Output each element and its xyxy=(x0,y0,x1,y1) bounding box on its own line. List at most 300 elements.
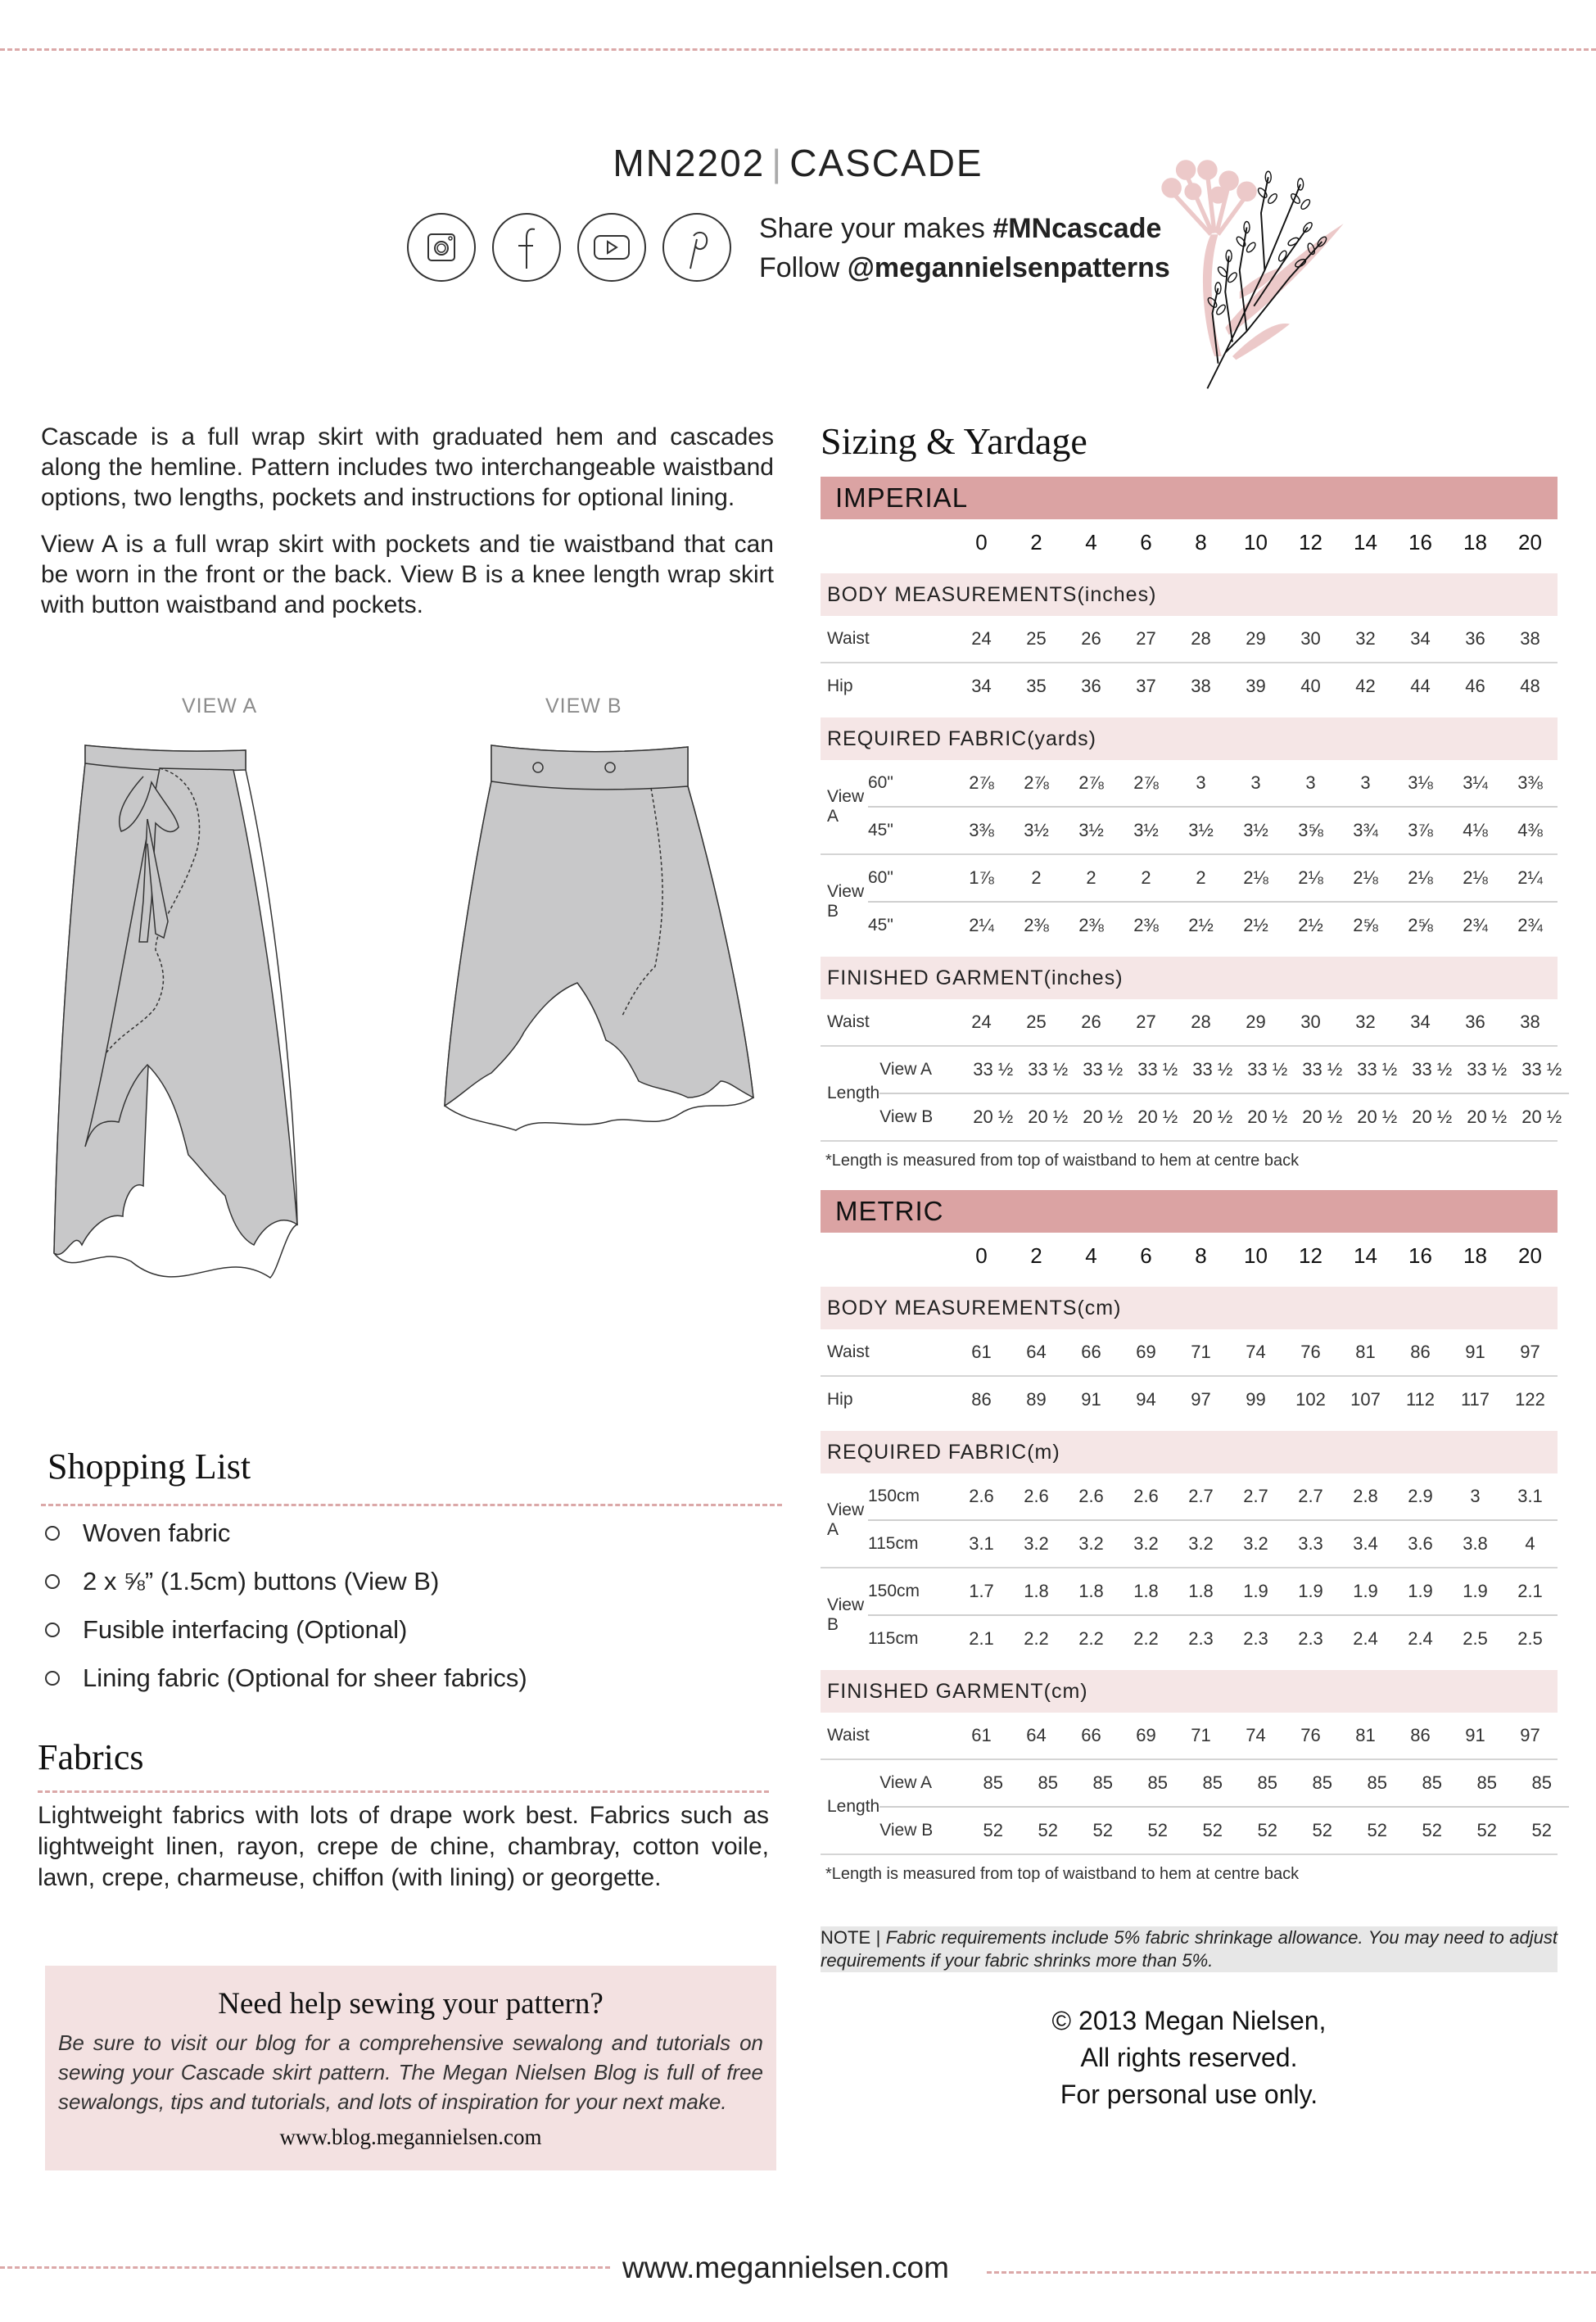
table-cell: 33 ½ xyxy=(1521,1059,1562,1080)
view-b-skirt-drawing xyxy=(445,745,753,1130)
table-cell: 52 xyxy=(1476,1820,1497,1840)
table-cell: 3.4 xyxy=(1353,1533,1378,1554)
table-cell: 2.6 xyxy=(1133,1486,1159,1506)
row-label: Waist xyxy=(827,1012,870,1031)
table-cell: 20 ½ xyxy=(1247,1107,1288,1127)
table-cell: 3.3 xyxy=(1298,1533,1323,1554)
table-cell: 36 xyxy=(1465,628,1485,649)
finished-garment-header xyxy=(821,1670,1558,1713)
table-cell: 2.5 xyxy=(1517,1628,1543,1649)
table-cell: 85 xyxy=(1531,1772,1552,1793)
table-cell: 32 xyxy=(1355,1012,1376,1032)
section-unit: (yards) xyxy=(1027,726,1096,750)
table-cell: 2.6 xyxy=(1024,1486,1049,1506)
imperial-table xyxy=(821,477,1562,1170)
skirt-technical-drawings xyxy=(33,737,786,1327)
table-cell: 97 xyxy=(1520,1342,1540,1362)
table-cell: 33 ½ xyxy=(1302,1059,1343,1080)
list-item xyxy=(45,1605,527,1654)
table-cell: 2.6 xyxy=(1078,1486,1104,1506)
table-cell: 99 xyxy=(1246,1389,1266,1410)
table-cell: 28 xyxy=(1191,628,1211,649)
table-cell: 8 xyxy=(1195,1242,1207,1268)
pattern-code: MN2202 xyxy=(613,142,766,184)
table-cell: 86 xyxy=(1410,1725,1431,1745)
table-cell: 1.9 xyxy=(1408,1581,1433,1601)
table-cell: 2.1 xyxy=(969,1628,994,1649)
fabric-width-label: 115cm xyxy=(868,1629,919,1648)
table-cell: 74 xyxy=(1246,1725,1266,1745)
table-cell: 20 ½ xyxy=(1302,1107,1343,1127)
shopping-list-title: Shopping List xyxy=(47,1446,251,1487)
table-cell: 52 xyxy=(1531,1820,1552,1840)
copyright-line: © 2013 Megan Nielsen, xyxy=(1051,2006,1327,2035)
follow-prefix: Follow xyxy=(759,252,848,283)
view-label: View B xyxy=(879,1821,934,1840)
table-cell: 2.2 xyxy=(1024,1628,1049,1649)
title-separator: | xyxy=(771,142,784,184)
table-cell: 97 xyxy=(1191,1389,1211,1410)
table-cell: 2⅜ xyxy=(1078,915,1104,935)
list-item-text: 2 x ⅝” (1.5cm) buttons (View B) xyxy=(83,1567,440,1596)
fabric-width-label: 60" xyxy=(868,868,893,887)
table-cell: 2.3 xyxy=(1298,1628,1323,1649)
table-cell: 30 xyxy=(1300,1012,1321,1032)
pattern-name: CASCADE xyxy=(789,142,983,184)
group-label: Length xyxy=(827,1084,880,1102)
table-cell: 76 xyxy=(1300,1725,1321,1745)
table-cell: 0 xyxy=(975,1242,988,1268)
row-divider xyxy=(821,1854,1558,1855)
table-cell: 1⅞ xyxy=(969,867,994,888)
table-cell: 117 xyxy=(1460,1389,1490,1410)
table-cell: 2½ xyxy=(1298,915,1323,935)
follow-line xyxy=(759,248,1170,287)
fabric-note xyxy=(821,1926,1558,1972)
circle-bullet-icon xyxy=(45,1574,60,1589)
table-cell: 3¾ xyxy=(1353,820,1378,840)
table-cell: 12 xyxy=(1299,529,1322,554)
table-cell: 2.1 xyxy=(1517,1581,1543,1601)
table-row xyxy=(821,616,1558,662)
table-cell: 26 xyxy=(1081,1012,1101,1032)
hashtag[interactable]: #MNcascade xyxy=(992,213,1162,244)
list-item-text: Woven fabric xyxy=(83,1519,231,1547)
table-cell: 3⅞ xyxy=(1408,820,1433,840)
help-box xyxy=(45,1966,776,2170)
section-unit: (cm) xyxy=(1043,1679,1088,1703)
table-cell: 2¾ xyxy=(1517,915,1543,935)
table-cell: 6 xyxy=(1140,529,1152,554)
section-unit: (m) xyxy=(1027,1440,1060,1464)
table-cell: 3⅝ xyxy=(1298,820,1323,840)
table-cell: 32 xyxy=(1355,628,1376,649)
shopping-list xyxy=(45,1509,527,1702)
table-row xyxy=(879,1760,1569,1806)
sizing-title: Sizing & Yardage xyxy=(821,420,1087,462)
table-cell: 2⅛ xyxy=(1298,867,1323,888)
table-cell: 52 xyxy=(1312,1820,1332,1840)
footer-dashed-divider-right xyxy=(987,2271,1596,2274)
row-label: Waist xyxy=(827,629,870,648)
table-cell: 64 xyxy=(1026,1725,1047,1745)
table-cell: 2.7 xyxy=(1243,1486,1268,1506)
circle-bullet-icon xyxy=(45,1526,60,1541)
table-cell: 3.2 xyxy=(1133,1533,1159,1554)
view-a-fabric-group xyxy=(821,760,1558,853)
view-b-fabric-group xyxy=(821,855,1558,948)
table-cell: 33 ½ xyxy=(1247,1059,1288,1080)
table-row xyxy=(821,1377,1558,1423)
view-label: View A xyxy=(879,1773,933,1792)
table-cell: 2⅞ xyxy=(1133,772,1159,793)
table-cell: 36 xyxy=(1465,1012,1485,1032)
table-cell: 52 xyxy=(1367,1820,1387,1840)
table-cell: 85 xyxy=(1422,1772,1442,1793)
row-label: Hip xyxy=(827,677,853,695)
table-row xyxy=(868,1568,1558,1614)
table-cell: 52 xyxy=(1092,1820,1113,1840)
view-label: View B xyxy=(879,1107,934,1126)
fabric-width-label: 150cm xyxy=(868,1582,920,1600)
table-cell: 33 ½ xyxy=(1192,1059,1233,1080)
table-cell: 2 xyxy=(1086,867,1096,888)
table-cell: 2⅞ xyxy=(969,772,994,793)
table-cell: 30 xyxy=(1300,628,1321,649)
fabrics-divider xyxy=(38,1790,769,1793)
table-cell: 24 xyxy=(971,1012,992,1032)
table-cell: 91 xyxy=(1465,1725,1485,1745)
footer-dashed-divider-left xyxy=(0,2266,610,2269)
table-row xyxy=(868,1473,1558,1519)
copyright-line: All rights reserved. xyxy=(1080,2043,1298,2072)
table-cell: 38 xyxy=(1191,676,1211,696)
table-cell: 81 xyxy=(1355,1342,1376,1362)
table-cell: 71 xyxy=(1191,1342,1211,1362)
table-cell: 66 xyxy=(1081,1725,1101,1745)
table-cell: 2⅝ xyxy=(1408,915,1433,935)
table-cell: 3.1 xyxy=(1517,1486,1543,1506)
circle-bullet-icon xyxy=(45,1623,60,1637)
size-header-row xyxy=(821,519,1558,565)
table-cell: 52 xyxy=(1202,1820,1223,1840)
table-cell: 1.9 xyxy=(1353,1581,1378,1601)
table-cell: 2 xyxy=(1030,1242,1042,1268)
table-cell: 85 xyxy=(1038,1772,1058,1793)
group-label: View B xyxy=(827,882,865,921)
table-cell: 2.6 xyxy=(969,1486,994,1506)
table-cell: 2 xyxy=(1141,867,1151,888)
table-row xyxy=(879,1094,1569,1140)
table-cell: 3 xyxy=(1196,772,1206,793)
table-cell: 2⅛ xyxy=(1353,867,1378,888)
table-row xyxy=(868,1521,1558,1567)
table-cell: 18 xyxy=(1463,1242,1487,1268)
table-cell: 16 xyxy=(1408,529,1432,554)
table-cell: 2.9 xyxy=(1408,1486,1433,1506)
table-cell: 2⅝ xyxy=(1353,915,1378,935)
table-cell: 20 xyxy=(1518,529,1542,554)
table-row xyxy=(868,855,1558,901)
youtube-icon[interactable] xyxy=(577,213,646,282)
table-cell: 1.8 xyxy=(1188,1581,1214,1601)
required-fabric-header xyxy=(821,1431,1558,1473)
table-cell: 33 ½ xyxy=(1357,1059,1398,1080)
table-cell: 2.3 xyxy=(1243,1628,1268,1649)
table-cell: 3.2 xyxy=(1243,1533,1268,1554)
table-cell: 18 xyxy=(1463,529,1487,554)
botanical-illustration-icon xyxy=(1146,131,1376,410)
table-cell: 42 xyxy=(1355,676,1376,696)
table-cell: 37 xyxy=(1136,676,1156,696)
table-cell: 85 xyxy=(983,1772,1003,1793)
table-cell: 28 xyxy=(1191,1012,1211,1032)
table-cell: 107 xyxy=(1350,1389,1381,1410)
table-cell: 33 ½ xyxy=(1083,1059,1124,1080)
list-item-text: Fusible interfacing (Optional) xyxy=(83,1615,408,1644)
metric-table xyxy=(821,1190,1558,1884)
table-cell: 20 ½ xyxy=(1192,1107,1233,1127)
table-cell: 38 xyxy=(1520,628,1540,649)
table-cell: 2 xyxy=(1031,867,1042,888)
pinterest-icon[interactable] xyxy=(662,213,731,282)
shopping-list-divider xyxy=(41,1504,782,1506)
list-item xyxy=(45,1509,527,1557)
table-cell: 2.7 xyxy=(1188,1486,1214,1506)
table-cell: 25 xyxy=(1026,1012,1047,1032)
table-cell: 8 xyxy=(1195,529,1207,554)
share-text xyxy=(759,209,1170,287)
table-cell: 3½ xyxy=(1024,820,1049,840)
table-cell: 3.2 xyxy=(1188,1533,1214,1554)
table-row xyxy=(879,1808,1569,1854)
pattern-description xyxy=(41,422,774,636)
view-a-label: VIEW A xyxy=(182,695,258,717)
table-cell: 52 xyxy=(983,1820,1003,1840)
table-cell: 86 xyxy=(971,1389,992,1410)
table-cell: 20 ½ xyxy=(1028,1107,1069,1127)
help-title: Need help sewing your pattern? xyxy=(218,1987,604,2021)
row-label: Hip xyxy=(827,1390,853,1409)
view-a-skirt-drawing xyxy=(54,745,297,1278)
top-dashed-divider xyxy=(0,48,1596,51)
table-cell: 6 xyxy=(1140,1242,1152,1268)
table-cell: 2⅛ xyxy=(1243,867,1268,888)
list-item xyxy=(45,1654,527,1702)
row-label: Waist xyxy=(827,1726,870,1745)
section-unit: (inches) xyxy=(1077,582,1157,606)
table-cell: 24 xyxy=(971,628,992,649)
unit-system-header: METRIC xyxy=(821,1190,1558,1233)
table-cell: 66 xyxy=(1081,1342,1101,1362)
table-cell: 20 ½ xyxy=(1521,1107,1562,1127)
table-cell: 3 xyxy=(1360,772,1371,793)
table-cell: 20 ½ xyxy=(1357,1107,1398,1127)
table-cell: 4 xyxy=(1085,1242,1097,1268)
table-cell: 85 xyxy=(1367,1772,1387,1793)
table-cell: 20 ½ xyxy=(1412,1107,1453,1127)
table-cell: 2 xyxy=(1030,529,1042,554)
list-item xyxy=(45,1557,527,1605)
length-group xyxy=(821,1760,1558,1854)
table-cell: 20 ½ xyxy=(1137,1107,1178,1127)
table-cell: 29 xyxy=(1246,1012,1266,1032)
view-b-fabric-group xyxy=(821,1568,1558,1662)
table-cell: 10 xyxy=(1244,1242,1268,1268)
table-cell: 2¼ xyxy=(1517,867,1543,888)
table-row xyxy=(821,663,1558,709)
table-cell: 0 xyxy=(975,529,988,554)
table-cell: 2.3 xyxy=(1188,1628,1214,1649)
table-cell: 52 xyxy=(1038,1820,1058,1840)
view-label: View A xyxy=(879,1060,933,1079)
section-title: REQUIRED FABRIC xyxy=(827,726,1028,750)
description-paragraph: Cascade is a full wrap skirt with graduated hem and cascades along the hemline. Pattern includes two interchangeable waistband options, two lengths, pockets and instructions for optional lining. xyxy=(41,423,774,511)
table-cell: 2.7 xyxy=(1298,1486,1323,1506)
row-label: Waist xyxy=(827,1342,870,1361)
table-cell: 91 xyxy=(1465,1342,1485,1362)
table-cell: 29 xyxy=(1246,628,1266,649)
table-cell: 3⅜ xyxy=(1517,772,1543,793)
table-cell: 20 ½ xyxy=(1467,1107,1508,1127)
table-row xyxy=(821,999,1558,1045)
table-cell: 76 xyxy=(1300,1342,1321,1362)
fabric-width-label: 60" xyxy=(868,773,893,792)
table-cell: 33 ½ xyxy=(1028,1059,1069,1080)
instagram-handle[interactable]: @megannielsenpatterns xyxy=(847,252,1170,283)
table-row xyxy=(879,1047,1569,1093)
fabric-width-label: 150cm xyxy=(868,1487,920,1505)
table-cell: 10 xyxy=(1244,529,1268,554)
group-label: Length xyxy=(827,1797,880,1816)
section-title: BODY MEASUREMENTS xyxy=(827,1296,1078,1319)
table-cell: 27 xyxy=(1136,1012,1156,1032)
section-title: FINISHED GARMENT xyxy=(827,966,1044,989)
table-cell: 3½ xyxy=(1243,820,1268,840)
unit-system-header: IMPERIAL xyxy=(821,477,1558,519)
table-cell: 2⅛ xyxy=(1408,867,1433,888)
table-cell: 3.1 xyxy=(969,1533,994,1554)
table-cell: 36 xyxy=(1081,676,1101,696)
table-cell: 35 xyxy=(1026,676,1047,696)
body-measurements-header xyxy=(821,1287,1558,1329)
note-text: Fabric requirements include 5% fabric shrinkage allowance. You may need to adjust requirements if your fabric shrinks more than 5%. xyxy=(821,1927,1558,1971)
table-cell: 25 xyxy=(1026,628,1047,649)
table-cell: 12 xyxy=(1299,1242,1322,1268)
table-cell: 46 xyxy=(1465,676,1485,696)
group-label: View A xyxy=(827,787,865,826)
table-cell: 2⅜ xyxy=(1024,915,1049,935)
table-cell: 74 xyxy=(1246,1342,1266,1362)
table-row xyxy=(868,1616,1558,1662)
table-cell: 2¾ xyxy=(1463,915,1488,935)
table-cell: 2.2 xyxy=(1078,1628,1104,1649)
fabrics-description: Lightweight fabrics with lots of drape work best. Fabrics such as lightweight linen, rayon, crepe de chine, chambray, cotton voile, lawn, crepe, charmeuse, chiffon (with lining) or georgette. xyxy=(38,1802,769,1891)
table-row xyxy=(868,903,1558,948)
copyright-line: For personal use only. xyxy=(1060,2080,1318,2109)
table-cell: 71 xyxy=(1191,1725,1211,1745)
body-measurements-header xyxy=(821,573,1558,616)
table-cell: 2.4 xyxy=(1353,1628,1378,1649)
table-row xyxy=(868,808,1558,853)
table-cell: 112 xyxy=(1405,1389,1435,1410)
table-cell: 20 ½ xyxy=(1083,1107,1124,1127)
table-cell: 3 xyxy=(1305,772,1316,793)
table-cell: 2.8 xyxy=(1353,1486,1378,1506)
section-unit: (inches) xyxy=(1043,966,1124,989)
table-cell: 91 xyxy=(1081,1389,1101,1410)
table-cell: 2.4 xyxy=(1408,1628,1433,1649)
table-cell: 122 xyxy=(1515,1389,1545,1410)
table-cell: 3.8 xyxy=(1463,1533,1488,1554)
table-cell: 52 xyxy=(1147,1820,1168,1840)
table-cell: 20 ½ xyxy=(973,1107,1014,1127)
table-cell: 2⅛ xyxy=(1463,867,1488,888)
size-header-row xyxy=(821,1233,1558,1279)
table-cell: 102 xyxy=(1295,1389,1326,1410)
table-cell: 3 xyxy=(1250,772,1261,793)
required-fabric-header xyxy=(821,717,1558,760)
table-cell: 3⅜ xyxy=(969,820,994,840)
table-cell: 81 xyxy=(1355,1725,1376,1745)
table-cell: 52 xyxy=(1257,1820,1277,1840)
instagram-icon[interactable] xyxy=(407,213,476,282)
section-unit: (cm) xyxy=(1077,1296,1122,1319)
table-cell: 85 xyxy=(1147,1772,1168,1793)
table-cell: 3.2 xyxy=(1024,1533,1049,1554)
fabrics-title: Fabrics xyxy=(38,1737,144,1777)
blog-link[interactable]: www.blog.megannielsen.com xyxy=(279,2125,542,2149)
table-cell: 2½ xyxy=(1188,915,1214,935)
footer-website-link[interactable]: www.megannielsen.com xyxy=(622,2251,949,2284)
table-cell: 4 xyxy=(1085,529,1097,554)
facebook-icon[interactable] xyxy=(492,213,561,282)
table-cell: 1.9 xyxy=(1298,1581,1323,1601)
table-cell: 1.9 xyxy=(1243,1581,1268,1601)
table-cell: 52 xyxy=(1422,1820,1442,1840)
table-cell: 85 xyxy=(1476,1772,1497,1793)
table-cell: 85 xyxy=(1202,1772,1223,1793)
table-cell: 34 xyxy=(971,676,992,696)
table-cell: 2⅞ xyxy=(1078,772,1104,793)
social-icons xyxy=(407,213,731,282)
table-cell: 61 xyxy=(971,1342,992,1362)
table-cell: 4⅛ xyxy=(1463,820,1488,840)
fabric-width-label: 45" xyxy=(868,916,893,935)
table-cell: 33 ½ xyxy=(1137,1059,1178,1080)
list-item-text: Lining fabric (Optional for sheer fabrics) xyxy=(83,1663,527,1692)
table-cell: 40 xyxy=(1300,676,1321,696)
section-title: REQUIRED FABRIC xyxy=(827,1440,1028,1464)
table-row xyxy=(868,760,1558,806)
table-cell: 2⅜ xyxy=(1133,915,1159,935)
table-cell: 33 ½ xyxy=(1467,1059,1508,1080)
table-cell: 2½ xyxy=(1243,915,1268,935)
table-cell: 34 xyxy=(1410,628,1431,649)
table-row xyxy=(821,1329,1558,1375)
table-cell: 3½ xyxy=(1078,820,1104,840)
view-a-fabric-group xyxy=(821,1473,1558,1567)
table-cell: 2.5 xyxy=(1463,1628,1488,1649)
table-cell: 1.8 xyxy=(1133,1581,1159,1601)
group-label: View B xyxy=(827,1596,865,1634)
table-cell: 4⅜ xyxy=(1517,820,1543,840)
section-title: BODY MEASUREMENTS xyxy=(827,582,1078,606)
table-cell: 85 xyxy=(1092,1772,1113,1793)
table-cell: 44 xyxy=(1410,676,1431,696)
table-cell: 1.9 xyxy=(1463,1581,1488,1601)
table-cell: 94 xyxy=(1136,1389,1156,1410)
